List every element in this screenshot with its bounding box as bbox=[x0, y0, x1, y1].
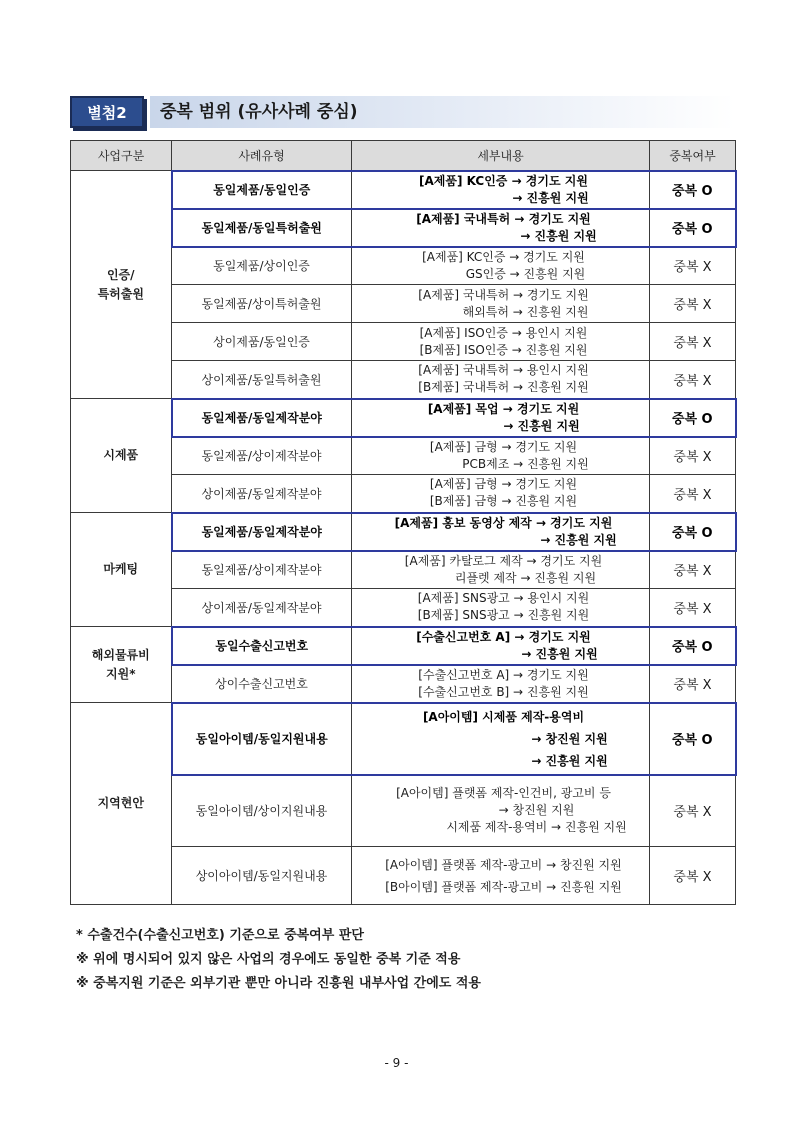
detail-cell: [A제품] 카탈로그 제작 → 경기도 지원 리플렛 제작 → 진흥원 지원 bbox=[352, 551, 650, 589]
duplication-status: 중복 X bbox=[650, 665, 736, 703]
detail-cell: [A아이템] 플랫폼 제작-인건비, 광고비 등 → 창진원 지원 시제품 제작-용역비 → 진흥원 지원 bbox=[352, 775, 650, 847]
case-type: 동일제품/동일특허출원 bbox=[172, 209, 352, 247]
detail-cell: [A제품] 금형 → 경기도 지원 [B제품] 금형 → 진흥원 지원 bbox=[352, 475, 650, 513]
detail-cell: [A제품] 홍보 동영상 제작 → 경기도 지원 → 진흥원 지원 bbox=[352, 513, 650, 551]
duplication-status: 중복 X bbox=[650, 847, 736, 905]
duplication-status: 중복 X bbox=[650, 285, 736, 323]
detail-cell: [A제품] KC인증 → 경기도 지원 GS인증 → 진흥원 지원 bbox=[352, 247, 650, 285]
duplication-status: 중복 O bbox=[650, 399, 736, 437]
duplication-status: 중복 X bbox=[650, 775, 736, 847]
detail-cell: [A아이템] 시제품 제작-용역비 → 창진원 지원 → 진흥원 지원 bbox=[352, 703, 650, 775]
case-type: 동일제품/동일제작분야 bbox=[172, 399, 352, 437]
case-type: 동일제품/상이특허출원 bbox=[172, 285, 352, 323]
category-cell: 지역현안 bbox=[71, 703, 172, 905]
detail-cell: [A아이템] 플랫폼 제작-광고비 → 창진원 지원 [B아이템] 플랫폼 제작-광고비 → 진흥원 지원 bbox=[352, 847, 650, 905]
duplication-status: 중복 X bbox=[650, 247, 736, 285]
category-cell: 해외물류비 지원* bbox=[71, 627, 172, 703]
column-header: 중복여부 bbox=[650, 141, 736, 171]
case-type: 동일제품/상이인증 bbox=[172, 247, 352, 285]
category-cell: 시제품 bbox=[71, 399, 172, 513]
duplication-status: 중복 X bbox=[650, 475, 736, 513]
page-number: - 9 - bbox=[384, 1056, 409, 1070]
case-type: 상이아이템/동일지원내용 bbox=[172, 847, 352, 905]
duplication-status: 중복 X bbox=[650, 437, 736, 475]
duplication-status: 중복 O bbox=[650, 627, 736, 665]
footnotes bbox=[76, 924, 481, 996]
footnote: ※ 중복지원 기준은 외부기관 뿐만 아니라 진흥원 내부사업 간에도 적용 bbox=[76, 976, 481, 991]
case-type: 상이수출신고번호 bbox=[172, 665, 352, 703]
duplication-status: 중복 O bbox=[650, 513, 736, 551]
case-type: 동일제품/동일제작분야 bbox=[172, 513, 352, 551]
case-type: 동일아이템/상이지원내용 bbox=[172, 775, 352, 847]
detail-cell: [A제품] 국내특허 → 용인시 지원 [B제품] 국내특허 → 진흥원 지원 bbox=[352, 361, 650, 399]
detail-cell: [A제품] 목업 → 경기도 지원 → 진흥원 지원 bbox=[352, 399, 650, 437]
case-type: 상이제품/동일특허출원 bbox=[172, 361, 352, 399]
detail-cell: [A제품] 국내특허 → 경기도 지원 → 진흥원 지원 bbox=[352, 209, 650, 247]
page-title: 중복 범위 (유사사례 중심) bbox=[160, 102, 358, 122]
duplication-status: 중복 O bbox=[650, 209, 736, 247]
detail-cell: [수출신고번호 A] → 경기도 지원 → 진흥원 지원 bbox=[352, 627, 650, 665]
detail-cell: [A제품] ISO인증 → 용인시 지원 [B제품] ISO인증 → 진흥원 지원 bbox=[352, 323, 650, 361]
table-row bbox=[71, 171, 736, 209]
table-row bbox=[71, 513, 736, 551]
duplication-status: 중복 X bbox=[650, 323, 736, 361]
case-type: 상이제품/동일제작분야 bbox=[172, 475, 352, 513]
case-type: 동일아이템/동일지원내용 bbox=[172, 703, 352, 775]
detail-cell: [A제품] 금형 → 경기도 지원 PCB제조 → 진흥원 지원 bbox=[352, 437, 650, 475]
case-type: 동일제품/상이제작분야 bbox=[172, 437, 352, 475]
case-type: 상이제품/동일인증 bbox=[172, 323, 352, 361]
duplication-status: 중복 X bbox=[650, 361, 736, 399]
detail-cell: [A제품] 국내특허 → 경기도 지원 해외특허 → 진흥원 지원 bbox=[352, 285, 650, 323]
table-header-row bbox=[71, 141, 736, 171]
duplication-status: 중복 X bbox=[650, 551, 736, 589]
category-cell: 인증/ 특허출원 bbox=[71, 171, 172, 399]
table-row bbox=[71, 703, 736, 775]
appendix-badge: 별첨2 bbox=[70, 96, 144, 128]
duplication-status: 중복 X bbox=[650, 589, 736, 627]
table-row bbox=[71, 627, 736, 665]
detail-cell: [A제품] SNS광고 → 용인시 지원 [B제품] SNS광고 → 진흥원 지원 bbox=[352, 589, 650, 627]
duplication-table bbox=[70, 140, 737, 905]
case-type: 동일제품/상이제작분야 bbox=[172, 551, 352, 589]
footnote: * 수출건수(수출신고번호) 기준으로 중복여부 판단 bbox=[76, 928, 364, 943]
column-header: 세부내용 bbox=[352, 141, 650, 171]
table-row bbox=[71, 399, 736, 437]
case-type: 상이제품/동일제작분야 bbox=[172, 589, 352, 627]
detail-cell: [수출신고번호 A] → 경기도 지원 [수출신고번호 B] → 진흥원 지원 bbox=[352, 665, 650, 703]
detail-cell: [A제품] KC인증 → 경기도 지원 → 진흥원 지원 bbox=[352, 171, 650, 209]
case-type: 동일수출신고번호 bbox=[172, 627, 352, 665]
column-header: 사례유형 bbox=[172, 141, 352, 171]
column-header: 사업구분 bbox=[71, 141, 172, 171]
footnote: ※ 위에 명시되어 있지 않은 사업의 경우에도 동일한 중복 기준 적용 bbox=[76, 952, 461, 967]
duplication-status: 중복 O bbox=[650, 703, 736, 775]
category-cell: 마케팅 bbox=[71, 513, 172, 627]
duplication-status: 중복 O bbox=[650, 171, 736, 209]
case-type: 동일제품/동일인증 bbox=[172, 171, 352, 209]
section-header bbox=[70, 96, 735, 128]
